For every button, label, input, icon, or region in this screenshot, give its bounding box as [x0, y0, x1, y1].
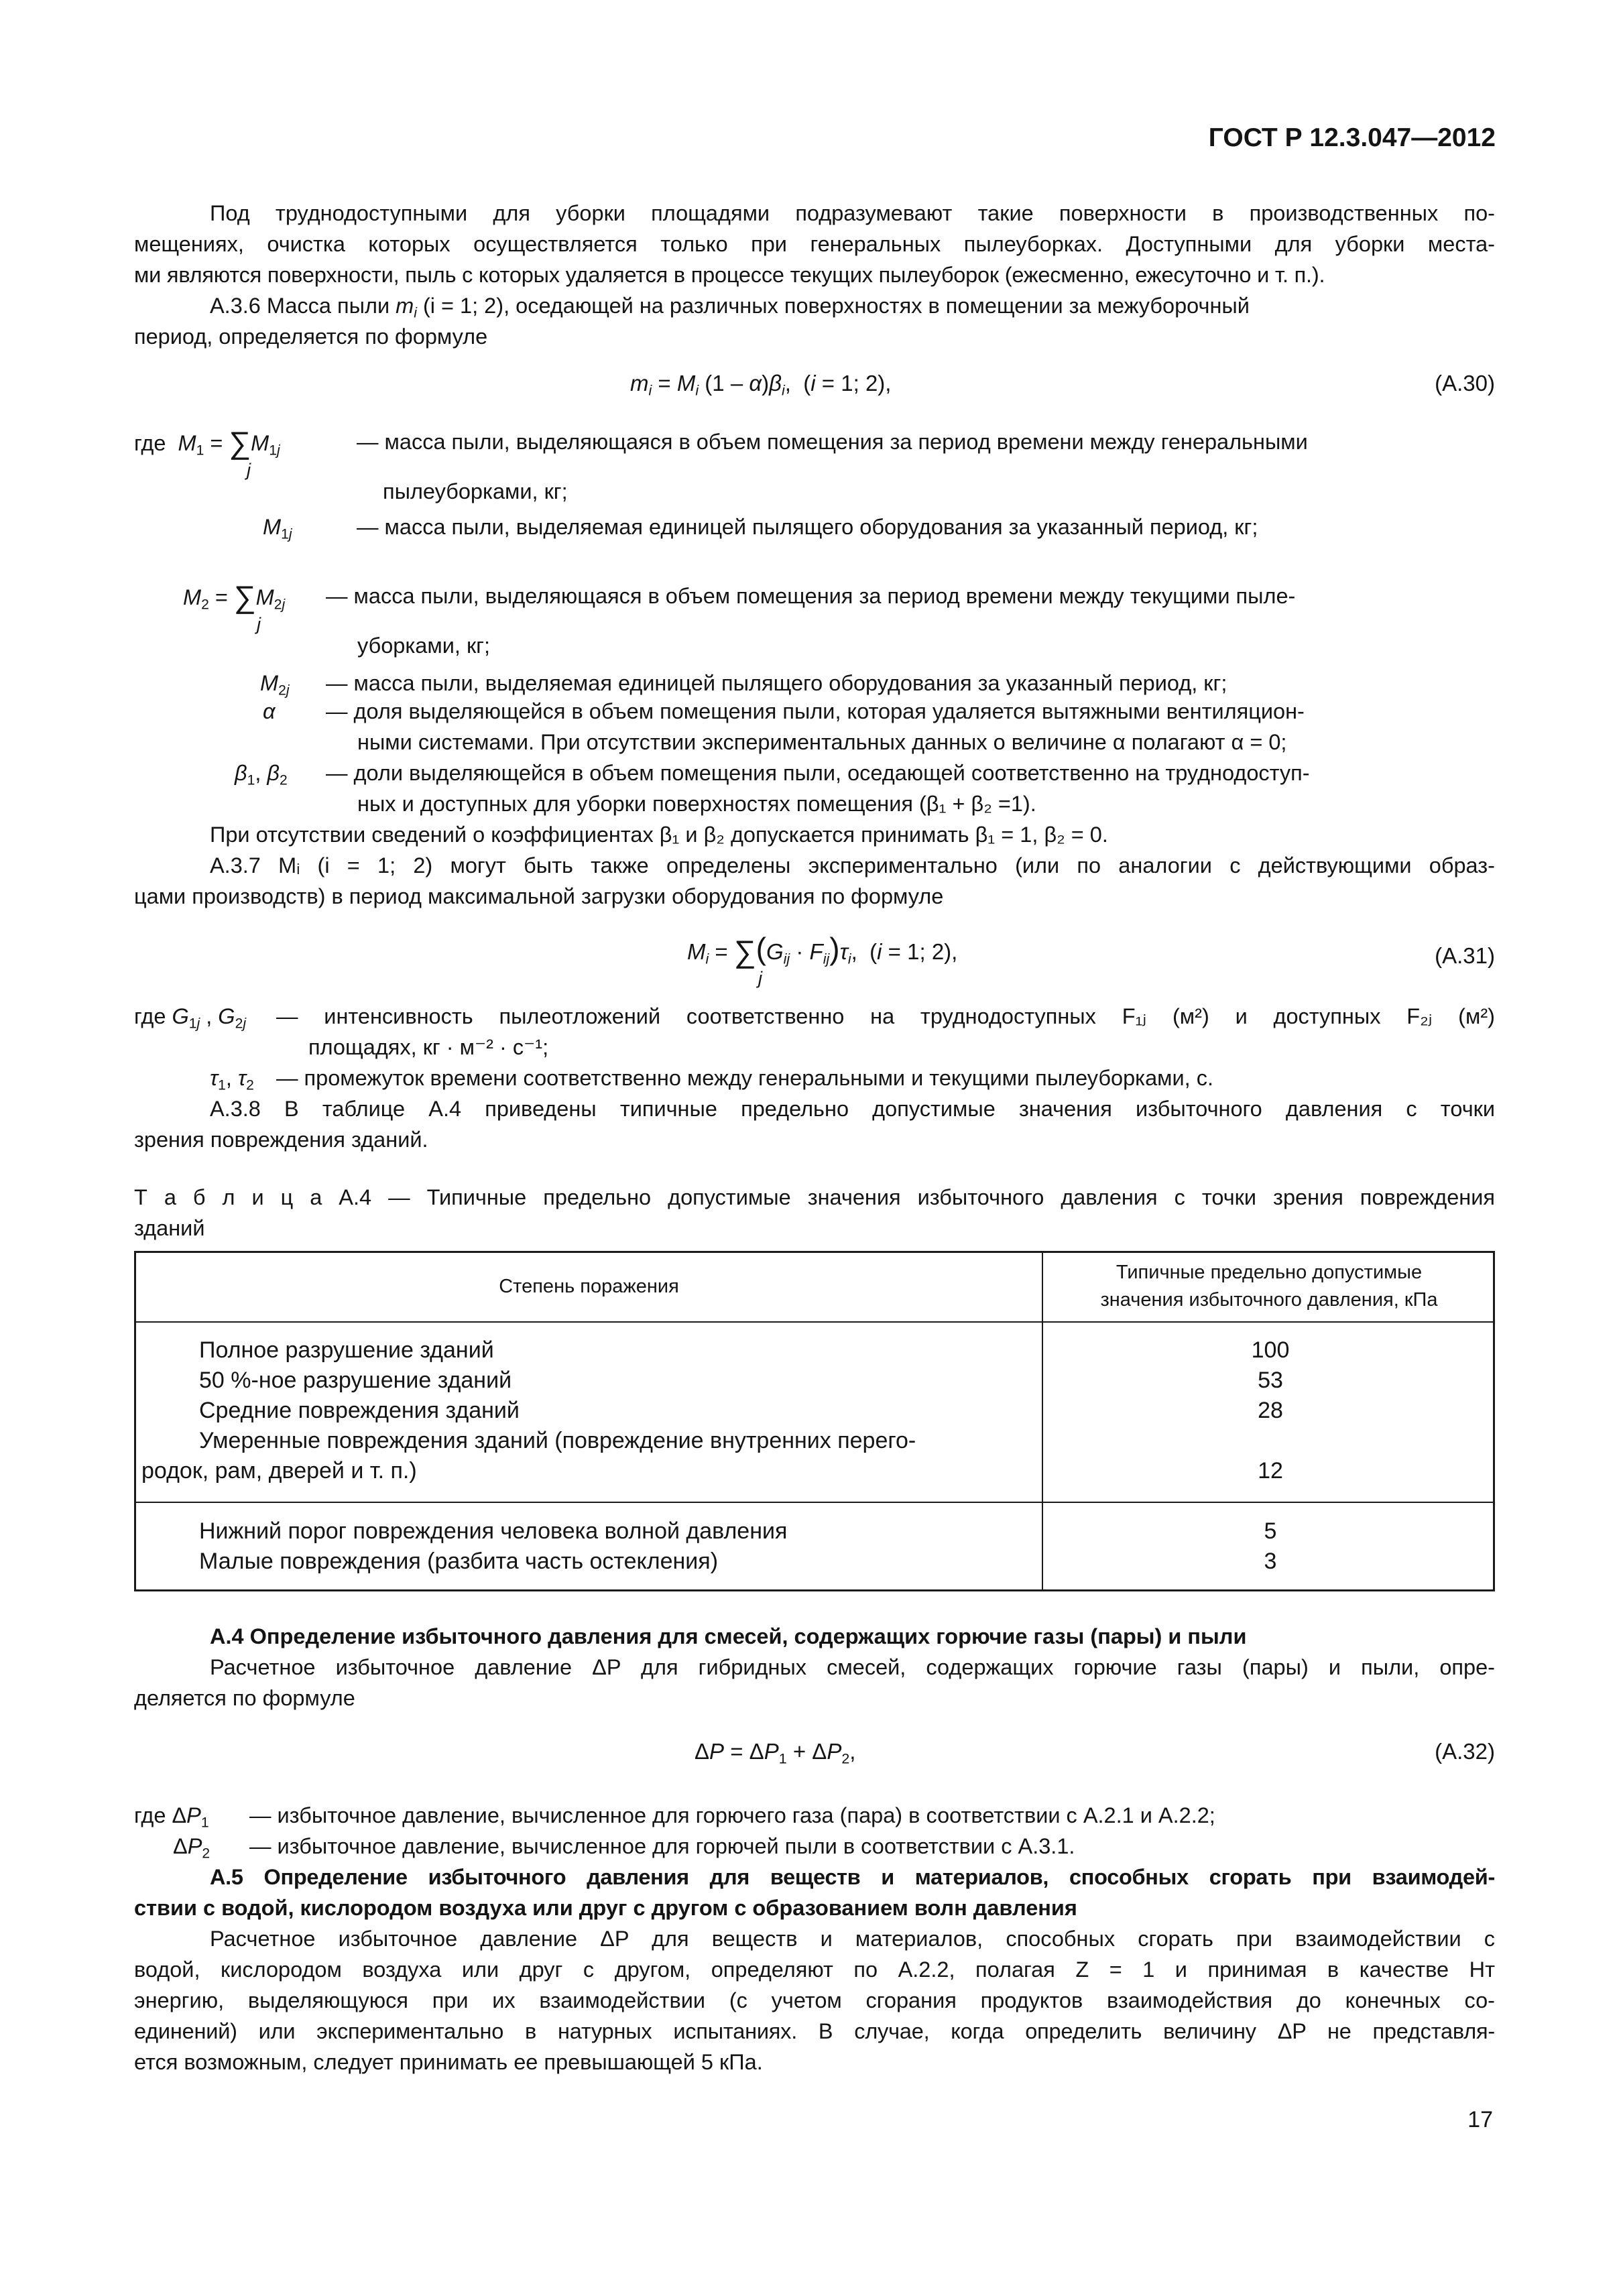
a5-heading-2: ствии с водой, кислородом воздуха или друг с другом с образованием волн давления [134, 1896, 1077, 1920]
a4-heading: А.4 Определение избыточного давления для смесей, содержащих горючие газы (пары) и пыли [210, 1624, 1247, 1648]
row-label-human-threshold: Нижний порог повреждения человека волной давления [199, 1518, 788, 1544]
row-label-full-destruction: Полное разрушение зданий [199, 1337, 494, 1363]
row-label-moderate-2: родок, рам, дверей и т. п.) [141, 1458, 417, 1484]
def-p1: где $\Delta P_1$ [134, 1803, 209, 1831]
a36-prefix: А.3.6 Масса пыли [210, 294, 390, 318]
def-p2: $\Delta P_2$ [173, 1834, 211, 1862]
table-header-divider [136, 1321, 1493, 1323]
row-value-small-damage: 3 [1264, 1549, 1277, 1574]
page-number: 17 [1467, 2107, 1493, 2132]
row-label-moderate-1: Умеренные повреждения зданий (повреждение внутренних перего- [199, 1428, 916, 1453]
def-alpha-cont: ными системами. При отсутствии экспериментальных данных о величине α полагают α = 0; [357, 730, 1287, 754]
a37-line-2: цами производств) в период максимальной загрузки оборудования по формуле [134, 884, 944, 908]
table-caption-2: зданий [134, 1216, 205, 1240]
row-label-50-destruction: 50 %-ное разрушение зданий [199, 1368, 512, 1393]
def-m2-text: — масса пыли, выделяющаяся в объем помещения за период времени между текущими пыле- [326, 584, 1296, 608]
table-group-divider [136, 1502, 1493, 1503]
def-m2: $M_2 = \sum M_{2j}$ j [183, 579, 286, 634]
def-g-cont: площадях, кг · м⁻² · с⁻¹; [308, 1035, 549, 1059]
def-m1j: $M_{1j}$ [263, 515, 292, 542]
a38-line-1: А.3.8 В таблице А.4 приведены типичные предельно допустимые значения избыточного давления с точки [210, 1097, 1495, 1121]
row-label-small-damage: Малые повреждения (разбита часть остекления) [199, 1549, 719, 1574]
a5-line-4: единений) или экспериментально в натурных испытаниях. В случае, когда определить величину ΔP не представля- [134, 2019, 1495, 2043]
def-p1-text: — избыточное давление, вычисленное для горючего газа (пара) в соответствии с А.2.1 и А.2.2; [249, 1803, 1215, 1827]
def-tau: $\tau_1$, $\tau_2$ [210, 1066, 254, 1093]
table-a4 [134, 1251, 1495, 1591]
def-beta-text: — доли выделяющейся в объем помещения пыли, оседающей соответственно на труднодоступ- [326, 761, 1310, 785]
eq-number-a32: (А.32) [1435, 1739, 1495, 1764]
row-value-medium-damage: 28 [1258, 1398, 1283, 1423]
a4-line-1: Расчетное избыточное давление ΔP для гибридных смесей, содержащих горючие газы (пары) и пыли, опре- [210, 1655, 1495, 1679]
def-beta-cont: ных и доступных для уборки поверхностях помещения (β₁ + β₂ =1). [357, 792, 1036, 816]
def-p2-text: — избыточное давление, вычисленное для горючей пыли в соответствии с А.3.1. [249, 1834, 1075, 1858]
def-tau-text: — промежуток времени соответственно между генеральными и текущими пылеуборками, с. [276, 1066, 1214, 1090]
eq-number-a31: (А.31) [1435, 943, 1495, 968]
def-m2j-text: — масса пыли, выделяемая единицей пылящего оборудования за указанный период, кг; [326, 671, 1227, 695]
row-value-full-destruction: 100 [1251, 1337, 1290, 1363]
def-alpha-text: — доля выделяющейся в объем помещения пыли, которая удаляется вытяжными вентиляцион- [326, 699, 1305, 723]
a37-line-1: А.3.7 Mᵢ (i = 1; 2) могут быть также определены экспериментально (или по аналогии с действующими образ- [210, 853, 1495, 878]
a36-line-1: А.3.6 Масса пыли $m_i$ (i = 1; 2), оседающей на различных поверхностях в помещении за межуборочный [210, 294, 1250, 321]
def-m2j: $M_{2j}$ [260, 671, 290, 699]
a36-suffix: (i = 1; 2), оседающей на различных поверхностях в помещении за межуборочный [422, 294, 1250, 318]
header-pressure-1: Типичные предельно допустимые [1116, 1262, 1423, 1283]
a5-line-3: энергию, выделяющуюся при их взаимодействии (с учетом сгорания продуктов взаимодействия до конечных со- [134, 1988, 1495, 2012]
standard-header: ГОСТ Р 12.3.047—2012 [1208, 123, 1496, 152]
eq-number-a30: (А.30) [1435, 371, 1495, 396]
a5-line-1: Расчетное избыточное давление ΔP для веществ и материалов, способных сгорать при взаимодействии с [210, 1927, 1495, 1951]
row-label-medium-damage: Средние повреждения зданий [199, 1398, 520, 1423]
def-m2-cont: уборками, кг; [357, 633, 491, 658]
row-value-human-threshold: 5 [1264, 1518, 1277, 1544]
def-m1j-text: — масса пыли, выделяемая единицей пылящего оборудования за указанный период, кг; [357, 515, 1258, 539]
def-g: где $G_{1j}$ , $G_{2j}$ [134, 1004, 247, 1032]
def-m1-text: — масса пыли, выделяющаяся в объем помещения за период времени между генеральными [357, 430, 1308, 454]
row-value-moderate: 12 [1258, 1458, 1283, 1484]
formula-a30: $m_i = M_i$ $(1 - \alpha)\beta_i$, (i = 1; 2), [630, 371, 892, 399]
header-pressure-2: значения избыточного давления, кПа [1100, 1289, 1438, 1311]
def-m1: где $M_1 = \sum M_{1j}$ j [134, 425, 280, 480]
a38-line-2: зрения повреждения зданий. [134, 1128, 428, 1152]
table-caption-1: Т а б л и ц а А.4 — Типичные предельно допустимые значения избыточного давления с точки зрения повреждения [134, 1185, 1495, 1209]
intro-line-3: ми являются поверхности, пыль с которых удаляется в процессе текущих пылеуборок (ежесменно, ежесуточно и т. п.). [134, 263, 1325, 287]
row-value-50-destruction: 53 [1258, 1368, 1283, 1393]
formula-a31: $M_i = \sum(G_{ij} \cdot F_{ij})\tau_i$, (i = 1; 2), j [687, 931, 958, 988]
formula-a32: $\Delta P = \Delta P_1 + \Delta P_2$, [695, 1739, 856, 1767]
header-damage-degree: Степень поражения [499, 1276, 679, 1297]
def-alpha: α [263, 699, 276, 723]
def-m1-cont: пылеуборками, кг; [383, 479, 568, 503]
a5-line-5: ется возможным, следует принимать ее превышающей 5 кПа. [134, 2050, 763, 2074]
a36-line-2: период, определяется по формуле [134, 324, 488, 349]
beta-absent-note: При отсутствии сведений о коэффициентах β₁ и β₂ допускается принимать β₁ = 1, β₂ = 0. [210, 823, 1108, 847]
intro-line-2: мещениях, очистка которых осуществляется только при генеральных пылеуборках. Доступными для уборки места- [134, 232, 1495, 256]
intro-line-1: Под труднодоступными для уборки площадями подразумевают такие поверхности в производственных по- [210, 201, 1495, 225]
def-beta: $\beta_1$, $\beta_2$ [235, 761, 288, 788]
a4-line-2: деляется по формуле [134, 1686, 355, 1710]
def-g-text: — интенсивность пылеотложений соответственно на труднодоступных F₁ⱼ (м²) и доступных F₂ⱼ (м²) [276, 1004, 1495, 1028]
where-label: где [134, 431, 166, 455]
a5-line-2: водой, кислородом воздуха или друг с другом, определяют по А.2.2, полагая Z = 1 и принимая в качестве Hт [134, 1957, 1495, 1982]
a5-heading-1: А.5 Определение избыточного давления для веществ и материалов, способных сгорать при взаимодей- [210, 1865, 1495, 1889]
